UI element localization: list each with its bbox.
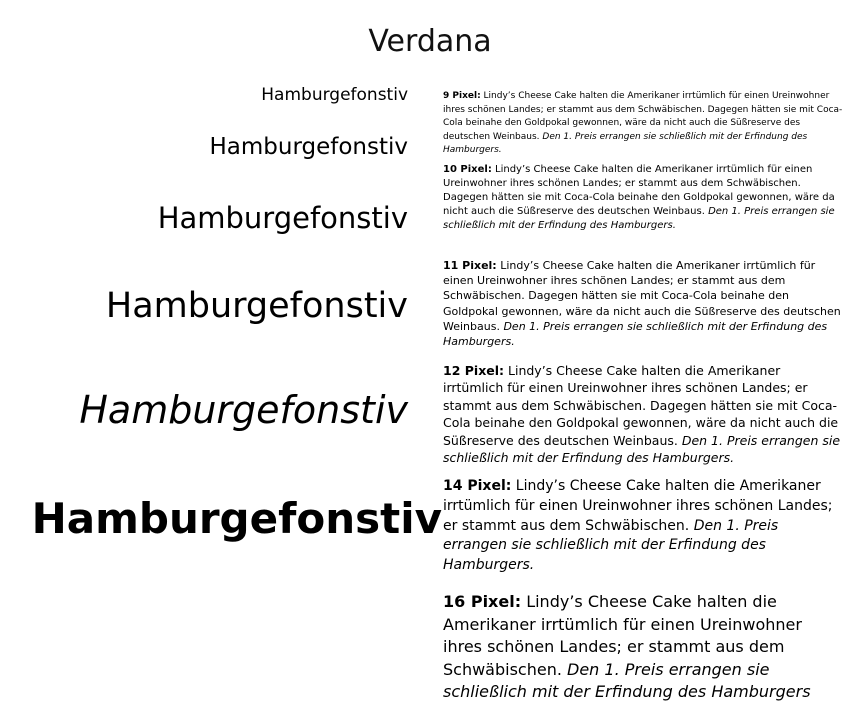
- italic-text: Den 1. Preis errangen sie schließlich mit der Erfindung des Hamburgers.: [443, 206, 835, 231]
- font-sample-2: Hamburgefonstiv: [209, 134, 408, 160]
- font-sample-4: Hamburgefonstiv: [105, 286, 408, 326]
- font-sample-1: Hamburgefonstiv: [261, 85, 408, 105]
- text-sample-10px: [443, 163, 843, 233]
- text-sample-16px: [443, 591, 838, 704]
- size-label: 14 Pixel:: [443, 478, 512, 494]
- italic-text: Den 1. Preis errangen sie schließlich mit der Erfindung des Hamburgers.: [443, 131, 808, 155]
- size-label: 12 Pixel:: [443, 363, 505, 378]
- body-text: Lindy’s Cheese Cake halten die Amerikaner irrtümlich für einen Ureinwohner ihres schönen Landes; er stammt aus dem Schwäbischen. Dagegen hätten sie mit Coca-Cola beinahe den Goldpokal gewonnen, wäre da nicht auch die Süßreserve des deutschen Weinbaus.: [443, 363, 839, 448]
- size-label: 10 Pixel:: [443, 164, 492, 175]
- text-sample-14px: [443, 477, 838, 576]
- italic-text: Den 1. Preis errangen sie schließlich mit der Erfindung des Hamburgers.: [443, 517, 779, 574]
- text-sample-9px: [443, 90, 843, 158]
- body-text: Lindy’s Cheese Cake halten die Amerikaner irrtümlich für einen Ureinwohner ihres schönen Landes; er stammt aus dem Schwäbischen. Dagegen hätten sie mit Coca-Cola beinahe den Goldpokal gewonnen, wäre da nicht auch die Süßreserve des deutschen Weinbaus.: [443, 259, 841, 333]
- italic-text: Den 1. Preis errangen sie schließlich mit der Erfindung des Hamburgers: [443, 659, 811, 702]
- body-text: Lindy’s Cheese Cake halten die Amerikaner irrtümlich für einen Ureinwohner ihres schönen Landes; er stammt aus dem Schwäbischen. Dagegen hätten sie mit Coca-Cola beinahe den Goldpokal gewonnen, wäre da nicht auch die Süßreserve des deutschen Weinbaus.: [443, 91, 843, 142]
- body-text: Lindy’s Cheese Cake halten die Amerikaner irrtümlich für einen Ureinwohner ihres schönen Landes; er stammt aus dem Schwäbischen.: [443, 478, 833, 534]
- body-text: Lindy’s Cheese Cake halten die Amerikaner irrtümlich für einen Ureinwohner ihres schönen Landes; er stammt aus dem Schwäbischen.: [443, 592, 802, 679]
- font-sample-3: Hamburgefonstiv: [157, 201, 408, 235]
- text-sample-12px: [443, 362, 843, 466]
- size-label: 16 Pixel:: [443, 592, 522, 611]
- italic-text: Den 1. Preis errangen sie schließlich mit der Erfindung des Hamburgers.: [443, 319, 828, 349]
- italic-text: Den 1. Preis errangen sie schließlich mit der Erfindung des Hamburgers.: [443, 432, 841, 466]
- size-label: 9 Pixel:: [443, 91, 481, 101]
- body-text: Lindy’s Cheese Cake halten die Amerikaner irrtümlich für einen Ureinwohner ihres schönen Landes; er stammt aus dem Schwäbischen. Dagegen hätten sie mit Coca-Cola beinahe den Goldpokal gewonnen, wäre da nicht auch die Süßreserve des deutschen Weinbaus.: [443, 164, 835, 217]
- font-sample-bold: Hamburgefonstiv: [31, 494, 442, 543]
- text-sample-11px: [443, 258, 843, 349]
- page-title: Verdana: [368, 24, 492, 59]
- size-label: 11 Pixel:: [443, 259, 497, 272]
- font-sample-italic: Hamburgefonstiv: [79, 388, 408, 432]
